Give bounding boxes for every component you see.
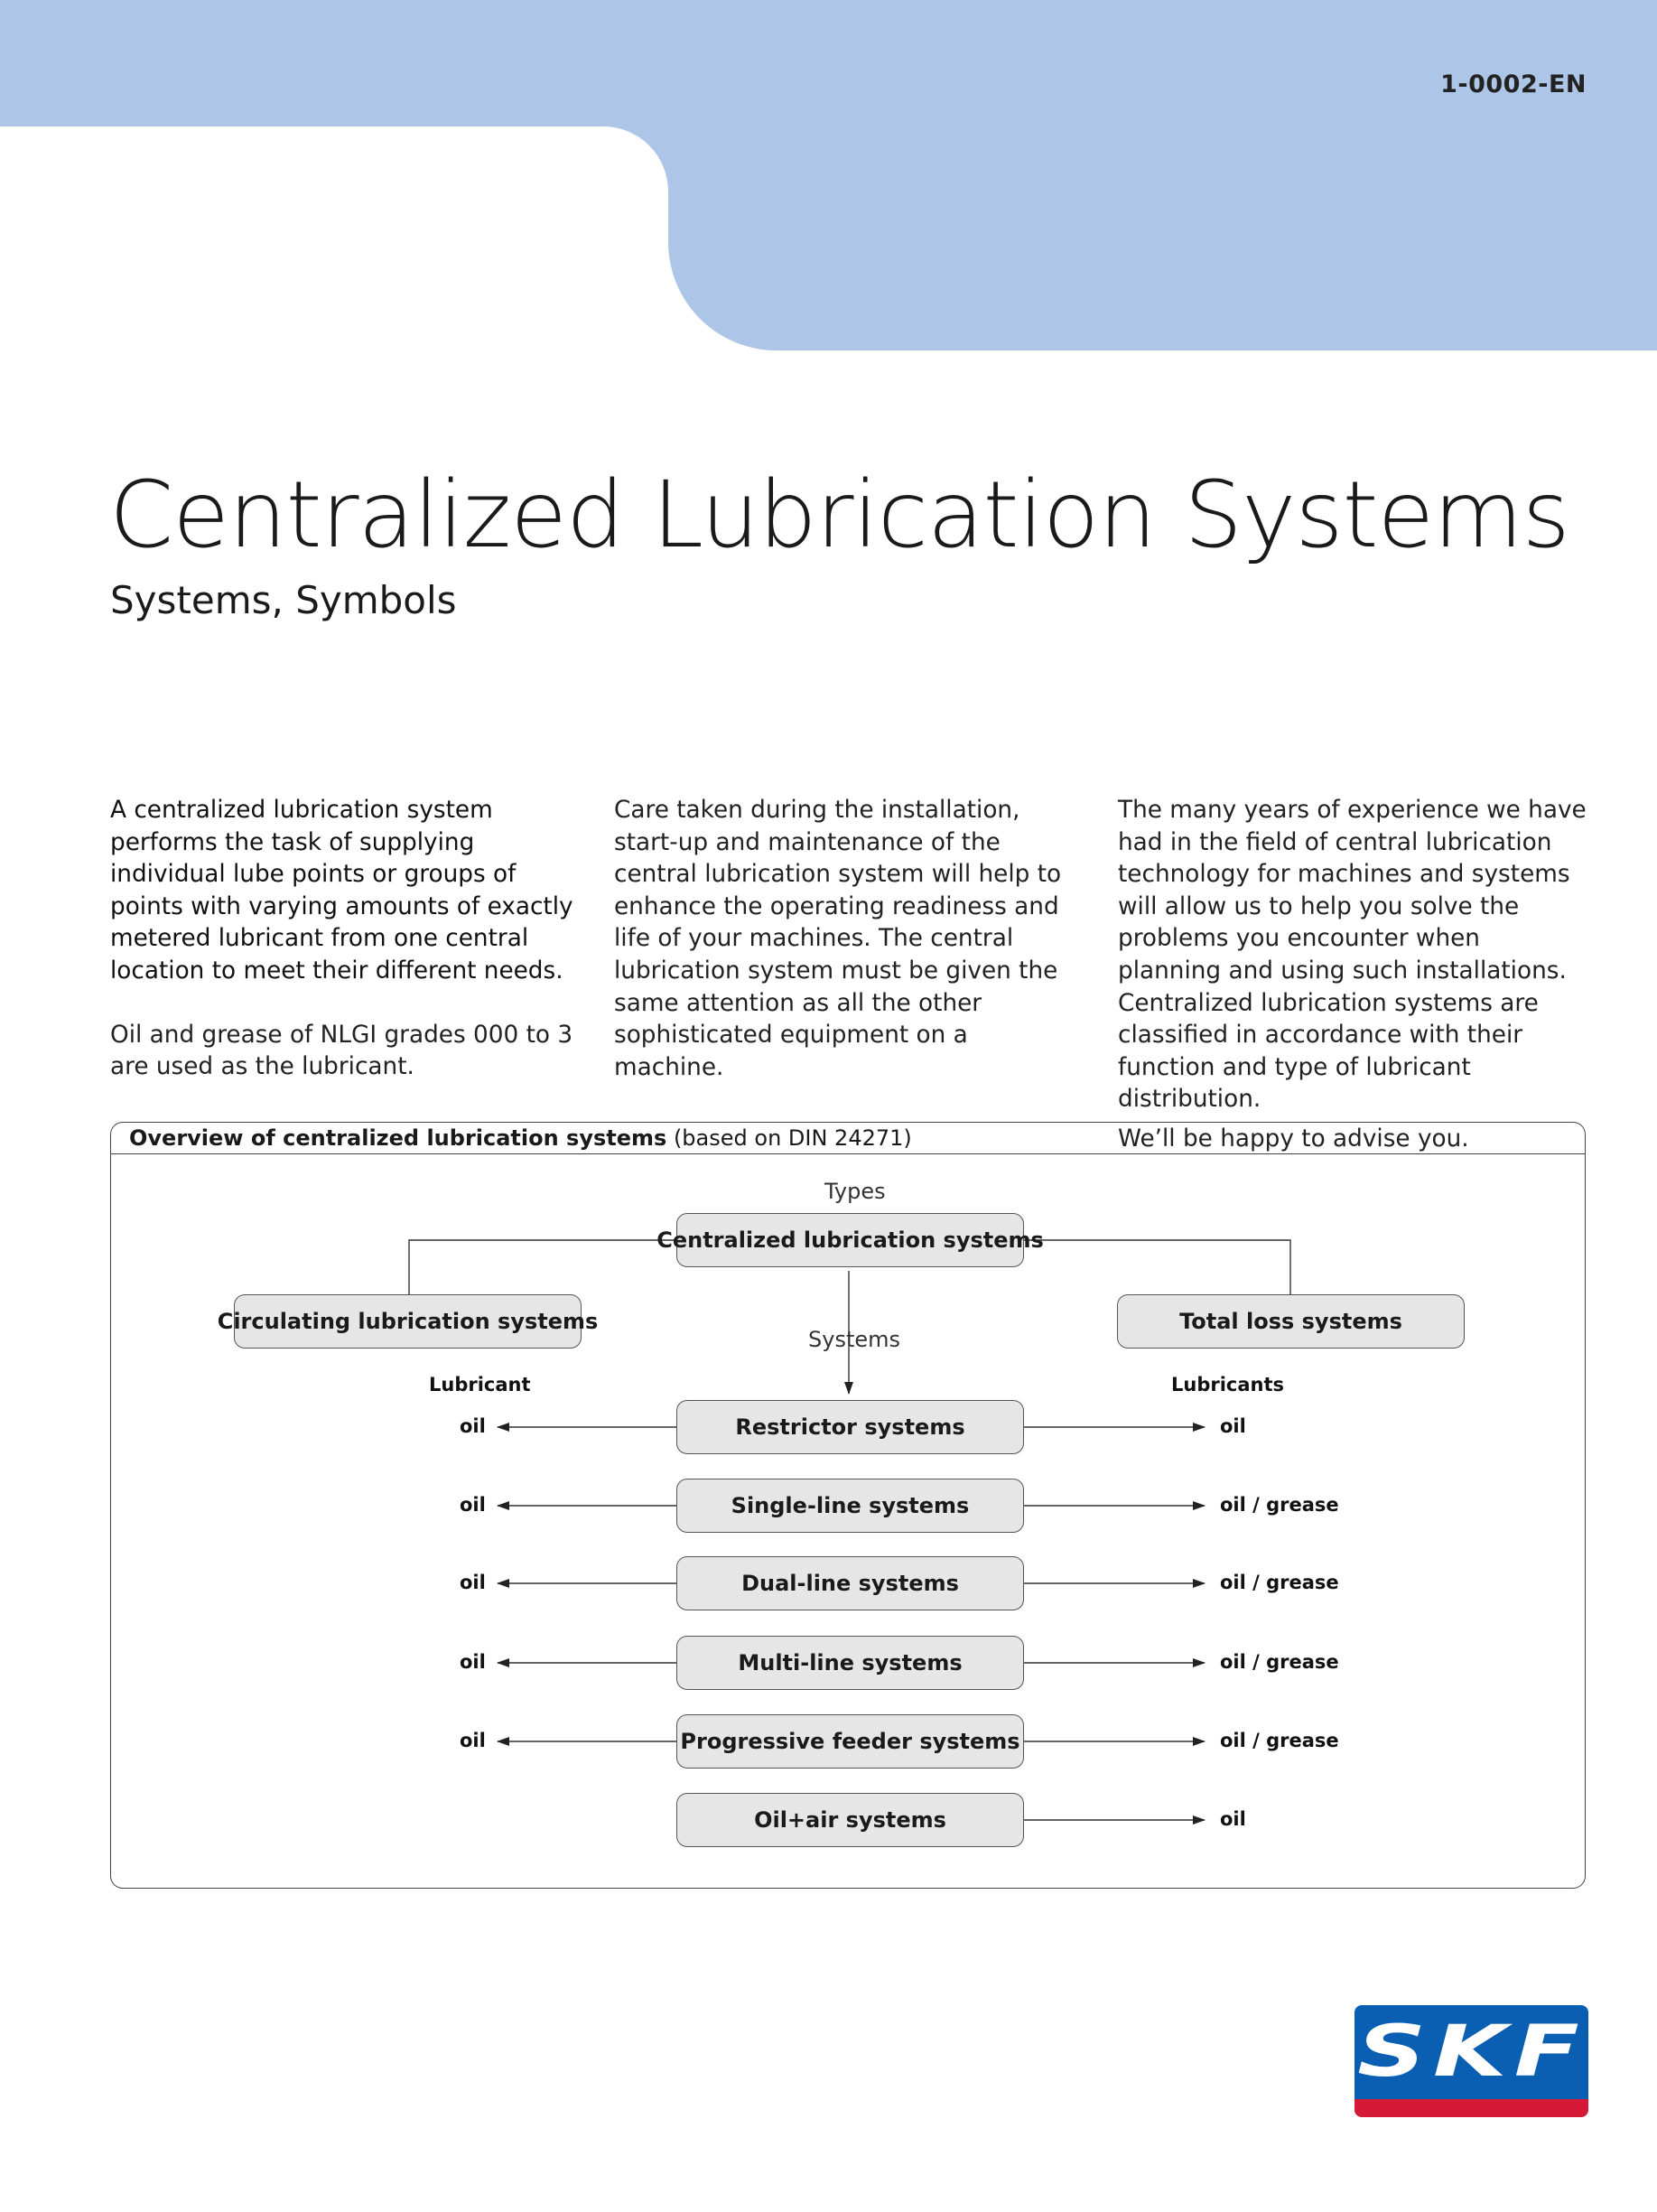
system-box: Multi-line systems <box>676 1636 1024 1690</box>
circulating-type-box: Circulating lubrication systems <box>234 1294 582 1349</box>
total-loss-type-box: Total loss systems <box>1117 1294 1465 1349</box>
document-code: 1-0002-EN <box>1440 70 1587 98</box>
circulating-lubricant: oil <box>460 1494 486 1516</box>
system-box: Restrictor systems <box>676 1400 1024 1454</box>
root-box: Centralized lubrication systems <box>676 1213 1024 1267</box>
intro-column-1 <box>110 795 580 1084</box>
intro-column-3 <box>1118 795 1587 1156</box>
system-box: Progressive feeder systems <box>676 1714 1024 1769</box>
logo-wordmark: SKF <box>1356 2011 1587 2093</box>
connector-line <box>1023 1240 1290 1294</box>
header-band <box>0 0 1657 361</box>
types-label: Types <box>824 1179 886 1204</box>
logo-red-stripe <box>1354 2099 1588 2117</box>
overview-panel <box>110 1122 1586 1889</box>
skf-logo <box>1354 2005 1588 2117</box>
intro-paragraph: We’ll be happy to advise you. <box>1118 1125 1469 1153</box>
circulating-lubricant: oil <box>460 1730 486 1751</box>
total-loss-lubricant: oil <box>1220 1415 1246 1437</box>
lubricant-heading: Lubricant <box>429 1374 531 1395</box>
logo-blue-block <box>1354 2005 1588 2099</box>
system-box: Dual-line systems <box>676 1556 1024 1610</box>
systems-label: Systems <box>808 1327 900 1352</box>
intro-paragraph: A centralized lubrication system performs the task of supplying individual lube points or groups of points with varying amounts of exactly metered lubricant from one central location to meet their different needs. <box>110 797 573 985</box>
circulating-lubricant: oil <box>460 1415 486 1437</box>
total-loss-lubricant: oil / grease <box>1220 1651 1339 1673</box>
intro-paragraph: Oil and grease of NLGI grades 000 to 3 are used as the lubricant. <box>110 1021 573 1081</box>
intro-paragraph: The many years of experience we have had in the field of central lubrication technology for machines and systems will allow us to help you solve the problems you encounter when planning and using such installations. Centralized lubrication systems are classified in accordance with their function and type of lubricant distribution. <box>1118 797 1587 1114</box>
circulating-lubricant: oil <box>460 1572 486 1593</box>
total-loss-lubricant: oil / grease <box>1220 1572 1339 1593</box>
total-loss-lubricant: oil <box>1220 1808 1246 1830</box>
total-loss-lubricant: oil / grease <box>1220 1730 1339 1751</box>
circulating-lubricant: oil <box>460 1651 486 1673</box>
overview-title-note: (based on DIN 24271) <box>666 1125 912 1151</box>
total-loss-lubricant: oil / grease <box>1220 1494 1339 1516</box>
overview-title-bold: Overview of centralized lubrication systems <box>129 1125 667 1151</box>
intro-column-2 <box>614 795 1084 1084</box>
page-title: Centralized Lubrication Systems <box>109 462 1569 569</box>
lubricants-heading: Lubricants <box>1171 1374 1285 1395</box>
system-box: Oil+air systems <box>676 1793 1024 1847</box>
intro-paragraph: Care taken during the installation, start-up and maintenance of the central lubrication system will help to enhance the operating readiness and life of your machines. The central lubrication system must be given the same attention as all the other sophisticated equipment on a machine. <box>614 797 1062 1081</box>
system-box: Single-line systems <box>676 1479 1024 1533</box>
page-subtitle: Systems, Symbols <box>110 578 457 622</box>
connector-line <box>409 1240 680 1294</box>
